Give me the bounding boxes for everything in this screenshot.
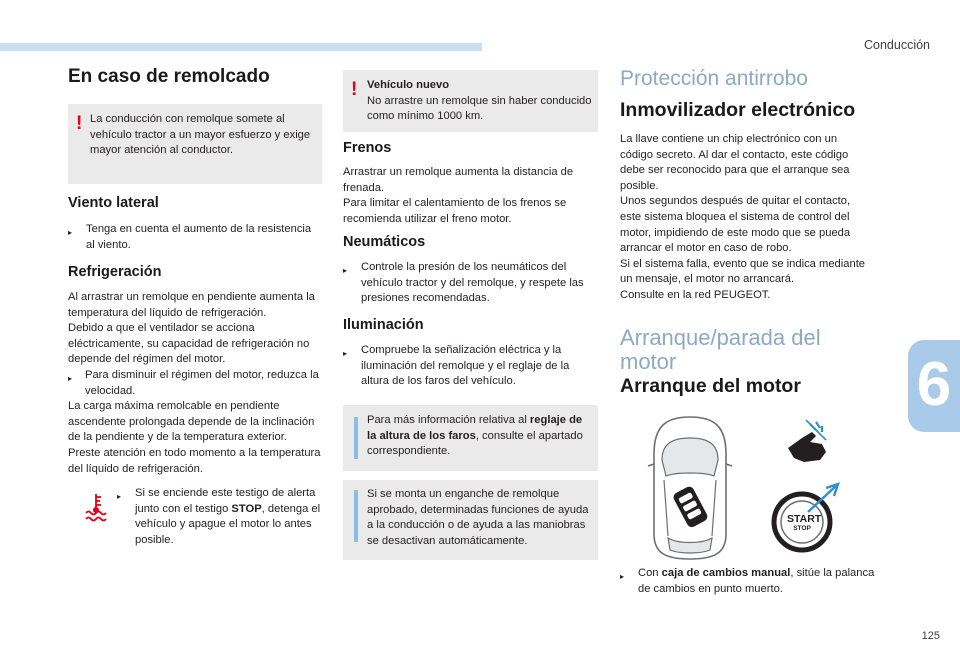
start-title: Arranque del motor [620,375,801,397]
wind-bullet-text: Tenga en cuenta el aumento de la resistencia al viento. [86,223,312,251]
cooling-p3: La carga máxima remolcable en pendiente ascendente prolongada depende de la inclinación de la pendiente y de la temperatura exterior. [68,400,315,444]
bullet-arrow-icon: ▸ [620,572,625,581]
start-button-label: START [787,513,822,525]
new-vehicle-text [367,78,592,125]
immobiliser-p3: Si el sistema falla, evento que se indica mediante un mensaje, el motor no arrancará. [620,257,866,286]
cooling-body [68,290,324,477]
warning-icon: ! [76,113,83,134]
immobiliser-p2: Unos segundos después de quitar el contacto, este sistema bloquea el sistema de control del motor, impidiendo de este modo que se pueda arrancar el motor en caso de robo. [620,195,851,255]
lighting-bullet [343,343,599,390]
tyres-bullet [343,260,599,307]
bullet-arrow-icon: ▸ [68,228,73,237]
chapter-number: 6 [916,350,952,419]
lighting-bullet-text: Compruebe la señalización eléctrica y la iluminación del remolque y el reglaje de la altura de los faros del vehículo. [361,344,570,388]
brakes-p2: Para limitar el calentamiento de los frenos se recomienda utilizar el freno motor. [343,197,567,225]
warning-icon: ! [351,79,358,100]
info-icon [354,490,358,542]
lamp-bullet-text: Si se enciende este testigo de alerta junto con el testigo STOP, detenga el vehículo y apague el motor lo antes posible. [135,487,321,546]
info-towbar-text: Si se monta un enganche de remolque aprobado, determinadas funciones de ayuda a la conducción o de ayuda a las maniobras se desactivan automáticamente. [367,488,589,547]
info-box-headlamp [343,405,598,471]
antitheft-title: Protección antirrobo [620,67,808,90]
info-headlamp-text: Para más información relativa al reglaje de la altura de los faros, consulte el apartado correspondiente. [367,414,583,458]
new-vehicle-title: Vehículo nuevo [367,79,450,91]
info-icon [354,417,358,459]
bullet-arrow-icon: ▸ [117,492,122,501]
startstop-title: Arranque/parada del motor [620,325,821,374]
info-box-towbar [343,480,598,560]
gearbox-bullet-text: Con caja de cambios manual, sitúe la palanca de cambios en punto muerto. [638,567,875,595]
immobiliser-title: Inmovilizador electrónico [620,99,856,121]
brakes-body [343,165,599,227]
gearbox-bullet [620,566,875,597]
lighting-title: Iluminación [343,317,424,333]
cooling-p4: Preste atención en todo momento a la temperatura del líquido de refrigeración. [68,446,321,475]
header-bar [0,43,482,51]
cooling-bullet [68,368,324,399]
bullet-arrow-icon: ▸ [343,266,348,275]
brakes-p1: Arrastrar un remolque aumenta la distancia de frenada. [343,166,574,194]
cooling-p2: Debido a que el ventilador se acciona eléctricamente, su capacidad de refrigeración no depende del régimen del motor. [68,322,310,366]
new-vehicle-box [343,70,598,132]
wind-title: Viento lateral [68,195,159,211]
tyres-bullet-text: Controle la presión de los neumáticos del vehículo tractor y del remolque, y respete las presiones recomendadas. [361,261,584,305]
new-vehicle-body: No arrastre un remolque sin haber conducido como mínimo 1000 km. [367,94,592,123]
tyres-title: Neumáticos [343,234,426,250]
section-name: Conducción [863,38,930,52]
lamp-bullet [117,486,322,548]
stop-button-label: STOP [793,525,811,532]
bullet-arrow-icon: ▸ [343,349,348,358]
towing-warning-box [68,104,322,184]
brakes-title: Frenos [343,140,392,156]
immobiliser-p4: Consulte en la red PEUGEOT. [620,288,771,301]
immobiliser-p1: La llave contiene un chip electrónico con un código secreto. Al dar el contacto, este código debe ser reconocido para que el arranque sea posible. [620,133,850,192]
towing-title: En caso de remolcado [68,66,270,87]
cooling-title: Refrigeración [68,264,162,280]
cooling-p1: Al arrastrar un remolque en pendiente aumenta la temperatura del líquido de refrigeración. [68,291,315,319]
coolant-temperature-icon [84,492,108,522]
cooling-bullet-text: Para disminuir el régimen del motor, reduzca la velocidad. [85,368,319,397]
car-key-illustration [644,414,736,562]
towing-warning-text: La conducción con remolque somete al vehículo tractor a un mayor esfuerzo y exige mayor atención al conductor. [90,113,311,157]
immobiliser-body [620,132,872,304]
bullet-arrow-icon: ▸ [68,373,73,383]
page-number: 125 [921,630,940,642]
hand-press-icon [782,418,832,464]
wind-bullet [68,222,322,253]
